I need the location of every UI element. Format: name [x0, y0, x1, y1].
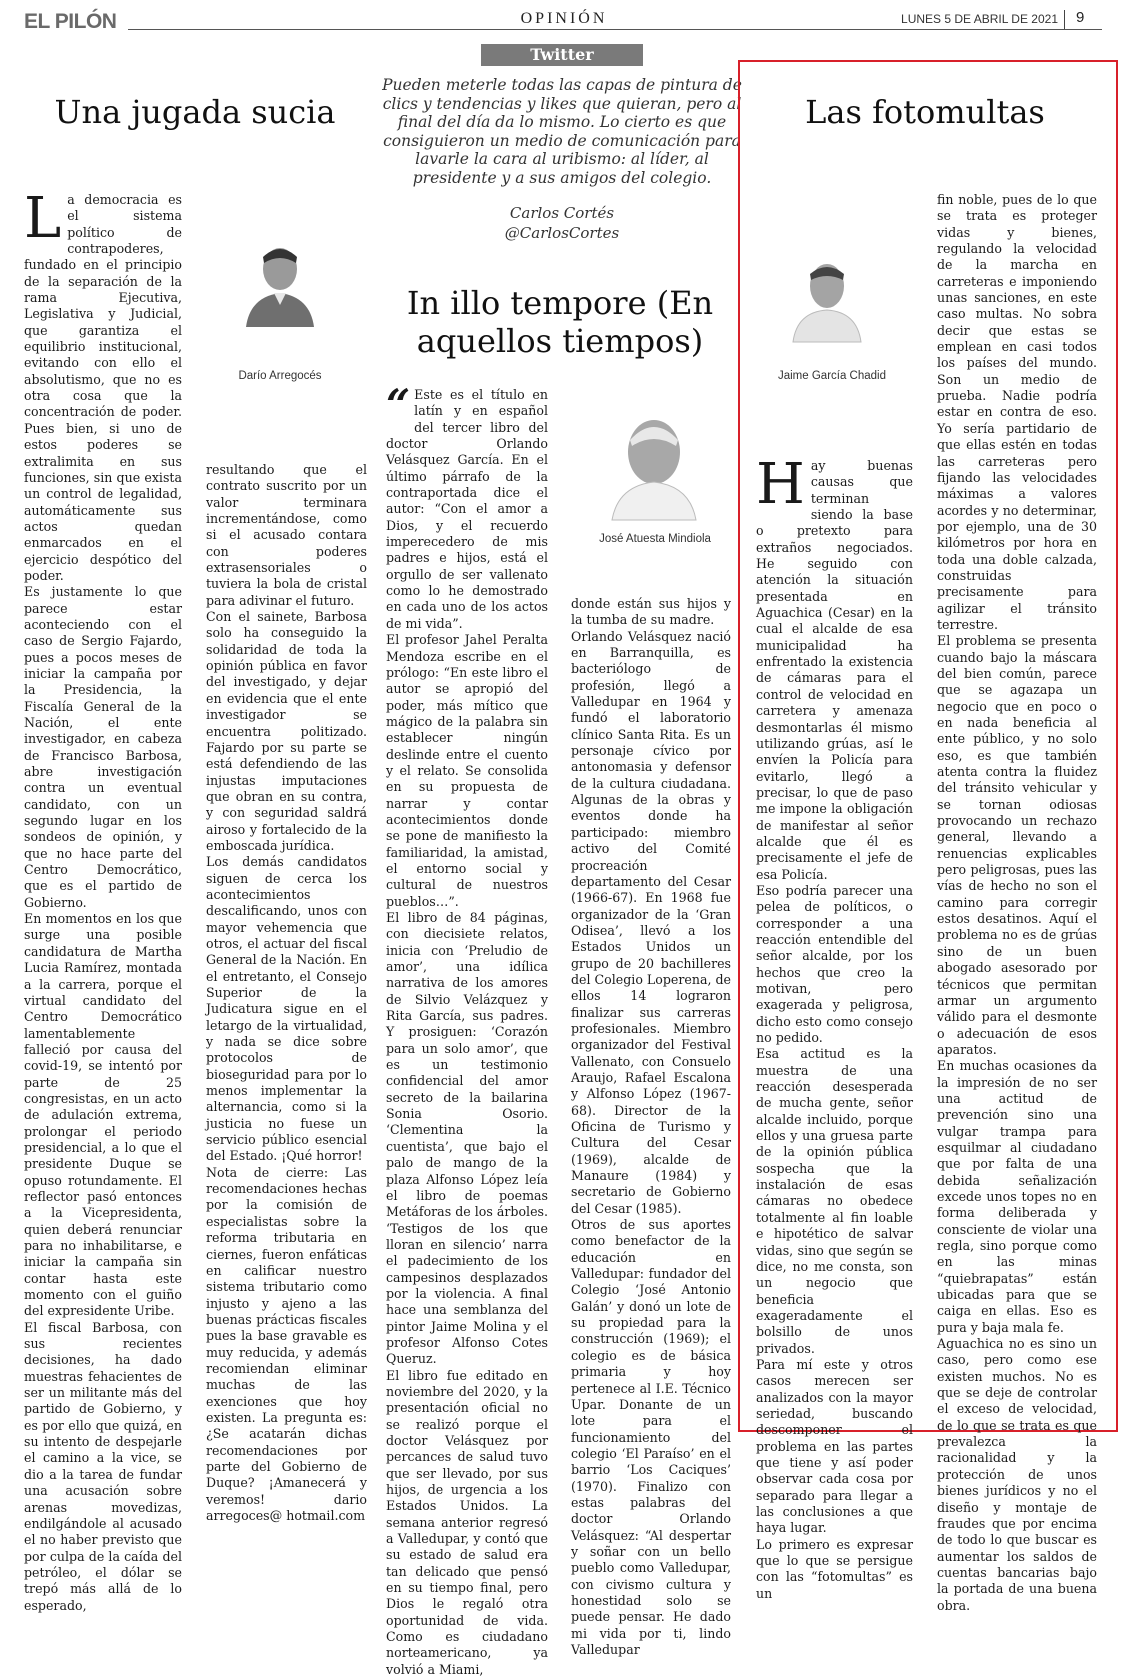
article1-paragraph: resultando que el contrato suscrito por un valor terminara incrementándose, como si el acusado contara con poderes extrasensoriales o tuviera la bola de cristal para adivinar el futuro. — [206, 462, 367, 608]
issue-date: LUNES 5 DE ABRIL DE 2021 — [901, 12, 1058, 26]
article2-paragraph: El profesor Jahel Peralta Mendoza escribe en el prólogo: “En este libro el autor se apropió del poder, más mítico que mágico de la palabra sin establecer ningún deslinde entre el cuento y el relato. Se consolida en su propuesta de narrar y contar acontecimientos donde se pone de manifiesto la familiaridad, la amistad, el entorno social y cultural de nuestros pueblos…”. — [386, 632, 548, 909]
article2-paragraph: Otros de sus aportes como benefactor de la educación en Valledupar: fundador del Colegio ‘José Antonio Galán’ y donó un lote de su propiedad para la construcción (1969); el colegio es de básica primaria y hoy pertenece al I.E. Técnico Upar. Donante de un lote para el funcionamiento del colegio ‘El Paraíso’ en el barrio ‘Los Caciques’ (1970). Finalizo con estas palabras del doctor Orlando Velásquez: “Al despertar y soñar con un bello pueblo como Valledupar, con civismo cultura y honestidad solo se puede pensar. He dado mi vida por ti, lindo Valledupar — [571, 1217, 731, 1657]
article3-paragraph: Aguachica no es sino un caso, pero como ese existen muchos. No es que se deje de controlar el exceso de velocidad, de lo que se trata es que prevalezca la racionalidad y la protección de unos bienes jurídicos y no el diseño y montaje de fraudes que por encima de todo lo que buscar es aumentar los saldos de cuentas bancarias bajo la portada de una buena obra. — [937, 1336, 1097, 1613]
article3-paragraph: ay buenas causas que terminan siendo la base o pretexto para extraños negociados. He seguido con atención la situación presentada en Aguachica (Cesar) en la cual el alcalde de esa municipalidad ha enfrentado la existencia de cámaras para el control de velocidad en carretera y amenaza desmontarlas él mismo utilizando grúas, así le envíen la Policía para evitarlo, llegó a precisar, lo que de paso me impone la obligación de manifestar al señor alcalde que él es precisamente el jefe de esa Policía. — [756, 458, 913, 882]
article3-column-1 — [756, 452, 913, 1601]
article3-title: Las fotomultas — [805, 93, 1045, 131]
jose-atuesta-portrait — [602, 400, 702, 520]
article3-paragraph: El problema se presenta cuando bajo la máscara del bien común, parece que se agazapa un negocio que en poco o en nada beneficia al ente público, y no solo eso, es que también atenta contra la fluidez del tránsito vehicular y se tornan odiosas provocando un rechazo general, llevando a renuencias explicables pero peligrosas, pues las vías de hecho no son el camino para corregir estos desatinos. Aquí el problema no es de grúas sino de un buen abogado asesorado por técnicos que permitan armar un argumento válido para el desmonte o adecuación de esos aparatos. — [937, 633, 1097, 1057]
twitter-quote: Pueden meterle todas las capas de pintura de clics y tendencias y likes que quieran, pero al final del día da lo mismo. Lo cierto es que consiguieron un medio de comunicación para lavarle la cara al uribismo: al líder, al presidente y a sus amigos del colegio. — [382, 76, 742, 187]
twitter-badge: Twitter — [481, 44, 643, 66]
twitter-author-handle: @CarlosCortes — [504, 224, 620, 242]
article2-paragraph: Este es el título en latín y en español del tercer libro del doctor Orlando Velásquez García. En el último párrafo de la contraportada dice el autor: “Con el amor a Dios, y el recuerdo imperecedero de mis padres e hijos, está el orgullo de ser vallenato como lo he demostrado en cada uno de los actos de mi vida”. — [386, 387, 548, 631]
article1-paragraph: Con el sainete, Barbosa solo ha conseguido la solidaridad de toda la opinión pública en favor del investigado, y dejar en evidencia que el ente investigador se encuentra politizado. Fajardo por su parte se está defendiendo de las injustas imputaciones que obran en su contra, y con seguridad saldrá airoso y fortalecido de la emboscada jurídica. — [206, 609, 367, 853]
newspaper-logo: EL PILÓN — [24, 10, 117, 33]
article1-paragraph: Los demás candidatos siguen de cerca los acontecimientos descalificando, unos con mayor vehemencia que otros, el actuar del fiscal General de la Nación. En el entretanto, el Consejo Superior de la Judicatura sigue en el letargo de la virtualidad, y nada se dice sobre protocolos de bioseguridad para por lo menos implementar la alternancia, como si la justicia no fuese un servicio público esencial del Estado. ¡Qué horror! — [206, 854, 367, 1164]
section-title: OPINIÓN — [520, 10, 608, 27]
article3-paragraph: Esa actitud es la muestra de una reacción desesperada de mucha gente, señor alcalde incluido, porque ellos y una gruesa parte de la opinión pública sospecha que la instalación de esas cámaras no obedece totalmente al fin loable e hipotético de salvar vidas, sino que según se dice, no me consta, son un negocio que beneficia exageradamente el bolsillo de unos privados. — [756, 1046, 913, 1356]
article3-paragraph: Lo primero es expresar que lo que se persigue con las “fotomultas” es un — [756, 1536, 913, 1601]
article1-paragraph: Nota de cierre: Las recomendaciones hechas por la comisión de especialistas sobre la reforma tributaria en ciernes, fueron enfáticas en calificar nuestro sistema tributario como injusto y ajeno a las buenas prácticas fiscales pues la base gravable es muy reducida, y además recomiendan eliminar muchas de las exenciones que hoy existen. La pregunta es: ¿Se acatarán dichas recomendaciones por parte del Gobierno de Duque? ¡Amanecerá y veremos! dario arregoces@ hotmail.com — [206, 1164, 367, 1523]
article3-dropcap: H — [756, 452, 805, 517]
article1-dropcap: L — [24, 186, 62, 251]
article3-paragraph: Para mí este y otros casos merecen ser analizados con la mayor seriedad, buscando descomponer el problema en las partes que tiene y así poder observar cada cosa por separado para llegar a las conclusiones a que haya lugar. — [756, 1356, 913, 1536]
article1-paragraph: El fiscal Barbosa, con sus recientes decisiones, ha dado muestras fehacientes de ser un militante más del partido de Gobierno, y es por ello que quizá, en su intento de despejarle el camino a la vice, se dio a la tarea de fundar una acusación sobre arenas movedizas, endilgándole al acusado el no haber previsto que por culpa de la caída del petróleo, el dólar se trepó más allá de lo esperado, — [24, 1319, 182, 1613]
article2-paragraph: Orlando Velásquez nació en Barranquilla, es bacteriólogo de profesión, llegó a Valledupar en 1964 y fundó el laboratorio clínico Santa Rita. Es un personaje cívico por antonomasia y defensor de la cultura ciudadana. Algunas de la obras y eventos donde ha participado: miembro activo del Comité procreación departamento del Cesar (1966-67). En 1968 fue organizador de la ‘Gran Odisea’, llevó a los Estados Unidos un grupo de 20 bachilleres del Colegio Loperena, de ellos 14 lograron finalizar sus carreras profesionales. Miembro organizador del Festival Vallenato, con Consuelo Araujo, Rafael Escalona y Alfonso López (1967-68). Director de la Oficina de Turismo y Cultura del Cesar (1969), alcalde de Manaure (1984) y secretario de Gobierno del Cesar (1985). — [571, 628, 731, 1216]
article3-author: Jaime García Chadid — [777, 370, 887, 382]
article2-title: In illo tempore (En aquellos tiempos) — [406, 284, 714, 360]
article3-paragraph: fin noble, pues de lo que se trata es proteger vidas y bienes, regulando la velocidad de la marcha en carreteras e imponiendo unas sanciones, en este caso multas. No sobra decir que estas se emplean en casi todos los países del mundo. Son un medio de prueba. Nadie podría estar en contra de eso. Yo sería partidario de que ellas estén en todas las carreteras pero fijando las velocidades máximas a valores acordes y no determinar, por ejemplo, una de 30 kilómetros por hora en toda una doble calzada, construidas precisamente para agilizar el tránsito terrestre. — [937, 192, 1097, 632]
darío-arregoces-portrait — [240, 235, 320, 327]
article2-column-1 — [386, 380, 548, 1677]
masthead-rule — [128, 29, 1102, 30]
article1-column-1 — [24, 186, 182, 1613]
article2-paragraph: El libro fue editado en noviembre del 2020, y la presentación oficial no se realizó porque el doctor Velásquez por percances de salud tuvo que ser llevado, por sus hijos, de urgencia a los Estados Unidos. La semana anterior regresó a Valledupar, y contó que su estado de salud era tan delicado que pensó en su tiempo final, pero Dios le regaló otra oportunidad de vida. Como es ciudadano norteamericano, ya volvió a Miami, — [386, 1367, 548, 1677]
article1-title: Una jugada sucia — [54, 93, 336, 131]
article2-author: José Atuesta Mindiola — [599, 533, 711, 545]
page-number: 9 — [1076, 9, 1085, 26]
article1-paragraph: Es justamente lo que parece estar aconteciendo con el caso de Sergio Fajardo, pues a pocos meses de iniciar la campaña por la Presidencia, la Fiscalía General de la Nación, el ente investigador, en cabeza de Francisco Barbosa, abre investigación contra un eventual candidato, con un segundo lugar en los sondeos de opinión, y que no hace parte del Centro Democrático, que es el partido de Gobierno. — [24, 584, 182, 910]
twitter-author-name: Carlos Cortés — [509, 204, 615, 222]
jaime-garcia-portrait — [787, 250, 867, 342]
article1-author: Darío Arregocés — [238, 370, 322, 382]
article3-paragraph: Eso podría parecer una pelea de políticos, o corresponder a una reacción entendible del señor alcalde, por los hechos que creo la motivan, pero exagerada y peligrosa, dicho esto como consejo no pedido. — [756, 882, 913, 1046]
article3-column-2 — [937, 192, 1097, 1613]
article1-paragraph: a democracia es el sistema político de contrapoderes, fundado en el principio de la separación de la rama Ejecutiva, Legislativa y Judicial, que garantiza el equilibrio institucional, evitando con ello el absolutismo, que no es otra cosa que la concentración de poder. Pues bien, si uno de estos poderes se extralimita en sus funciones, sin que exista un control de legalidad, automáticamente sus actos quedan enmarcados en el ejercicio despótico del poder. — [24, 192, 182, 583]
article2-column-2 — [571, 596, 731, 1657]
article2-paragraph: El libro de 84 páginas, con diecisiete relatos, inicia con ‘Preludio de amor’, una idílica narrativa de los amores de Silvio Velázquez y Rita García, sus padres. Y prosiguen: ‘Corazón para un solo amor’, que es un testimonio confidencial del amor secreto de la bailarina Sonia Osorio. ‘Clementina la cuentista’, que bajo el palo de mango de la plaza Alfonso López leía el libro de poemas Metáforas de los árboles. ‘Testigos de los que lloran en silencio’ narra el padecimiento de los campesinos desplazados por la violencia. A final hace una semblanza del pintor Jaime Molina y el profesor Alfonso Cotes Queruz. — [386, 910, 548, 1367]
article1-column-2 — [206, 462, 367, 1523]
date-separator — [1064, 10, 1065, 29]
article3-paragraph: En muchas ocasiones da la impresión de no ser una actitud de prevención sino una vulgar trampa para esquilmar al ciudadano que por falta de una debida señalización excede unos topes no en forma deliberada y consciente de violar una regla, sino porque como en las minas “quiebrapatas” están ubicadas para que se caiga en ellas. Eso es pura y baja mala fe. — [937, 1058, 1097, 1335]
twitter-author — [382, 203, 742, 243]
article2-quote-mark: “ — [386, 380, 411, 429]
article1-paragraph: En momentos en los que surge una posible candidatura de Martha Lucia Ramírez, montada a la carrera, porque el virtual candidato del Centro Democrático lamentablemente falleció por causa del covid-19, se intentó por parte de 25 congresistas, en un acto de adulación extrema, prolongar el periodo presidencial, a lo que el presidente Duque se opuso rotundamente. El reflector pasó entonces a la Vicepresidenta, quien deberá renunciar para no inhabilitarse, e iniciar la campaña sin contar hasta este momento con el guiño del expresidente Uribe. — [24, 911, 182, 1319]
article2-paragraph: donde están sus hijos y la tumba de su madre. — [571, 596, 731, 628]
